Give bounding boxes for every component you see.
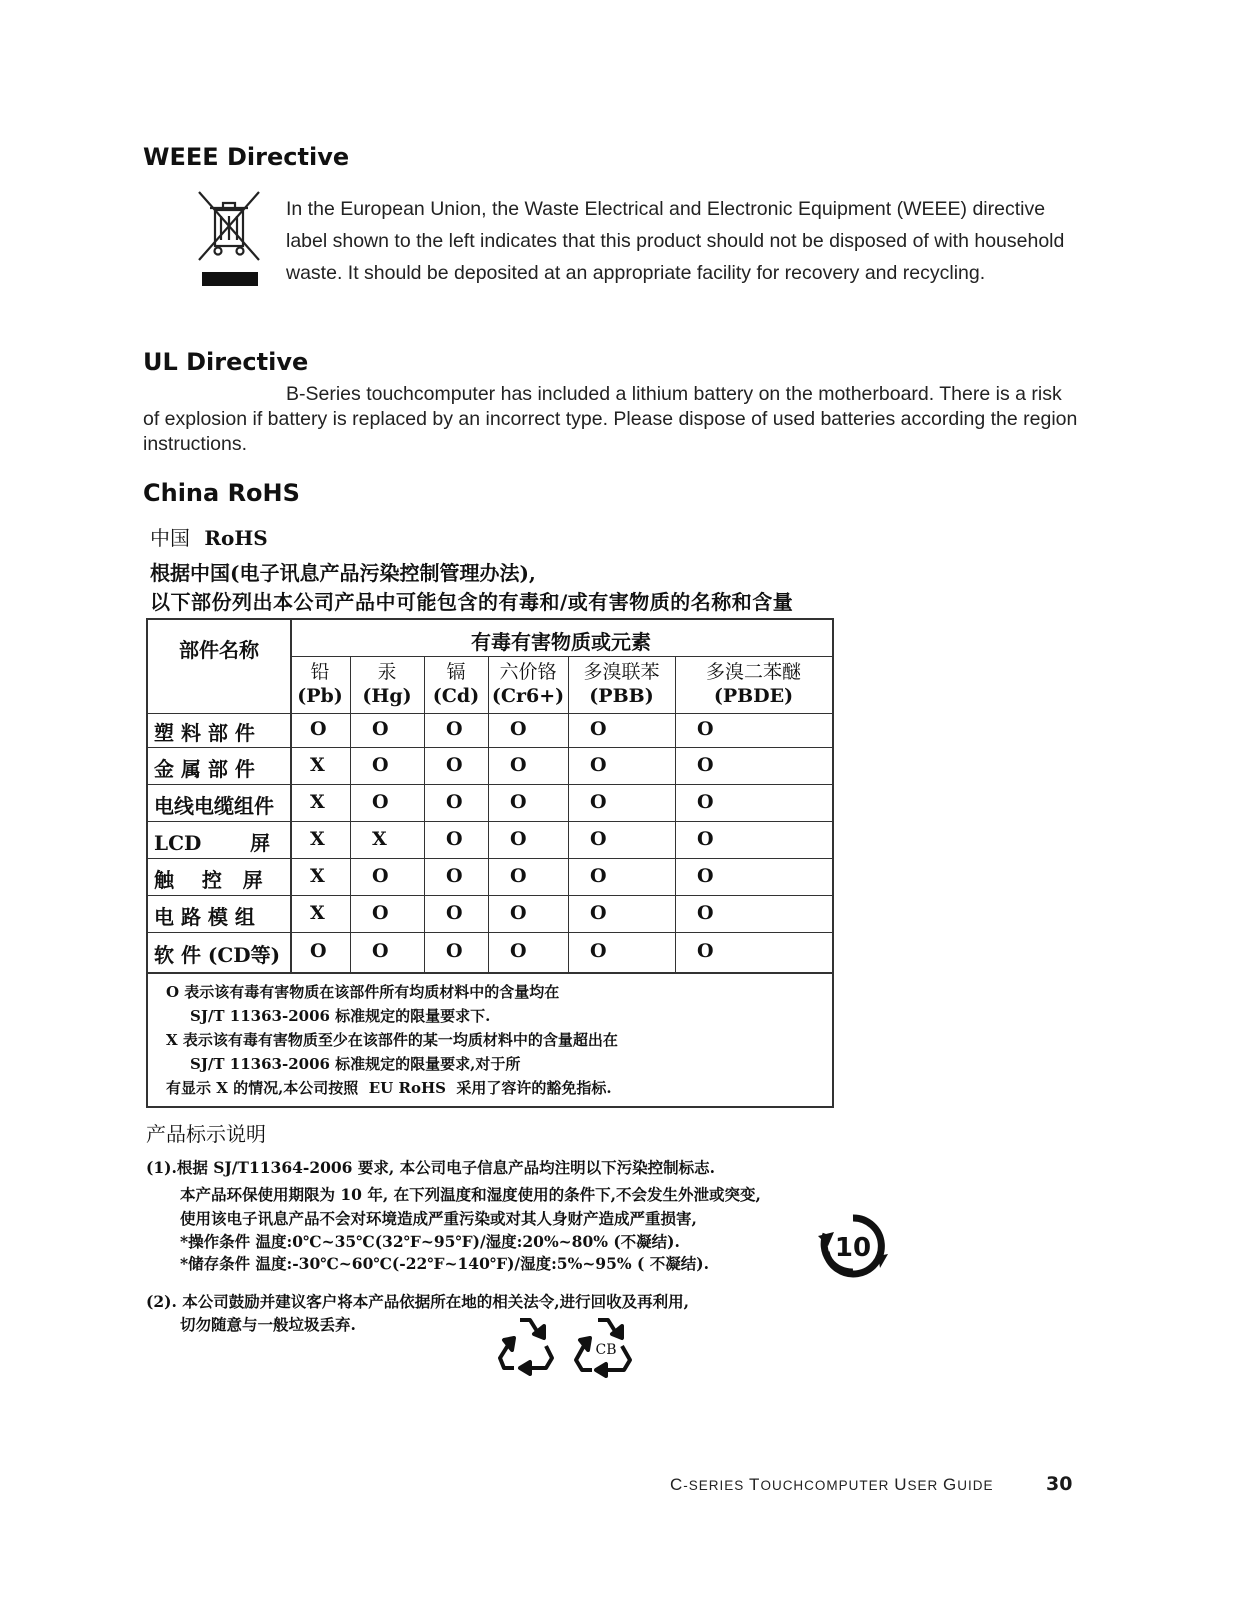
table-hline	[290, 656, 832, 657]
product-marking-line: *操作条件 温度:0℃~35℃(32℉~95℉)/湿度:20%~80% (不凝结).	[180, 1232, 680, 1251]
substance-mark: O	[372, 901, 389, 924]
part-name: 触 控 屏	[154, 867, 263, 892]
substance-column-header	[568, 660, 675, 708]
substance-mark: O	[446, 827, 463, 850]
table-hline	[148, 932, 832, 933]
part-name: 软 件 (CD等)	[154, 943, 281, 967]
table-note-line: O 表示该有毒有害物质在该部件所有均质材料中的含量均在	[166, 983, 560, 1001]
table-note-line: 有显示 X 的情况,本公司按照 EU RoHS 采用了容许的豁免指标.	[166, 1079, 612, 1097]
substance-mark: O	[372, 718, 389, 740]
substances-header: 有毒有害物质或元素	[471, 630, 651, 654]
substance-column-header	[350, 660, 424, 708]
substance-mark: O	[510, 864, 527, 887]
substance-mark: X	[310, 753, 325, 776]
substance-mark: O	[372, 790, 389, 813]
rohs-line	[150, 522, 268, 551]
substance-mark: O	[697, 901, 714, 924]
substance-mark: X	[372, 827, 387, 850]
substance-symbol: (Cr6+)	[491, 685, 565, 707]
substance-mark: O	[697, 753, 714, 776]
product-marking-line: 切勿随意与一般垃圾丢弃.	[180, 1315, 356, 1334]
substance-mark: O	[590, 901, 607, 924]
ul-paragraph-text: B-Series touchcomputer has included a lithium battery on the motherboard. There is a risk of explosion if battery is replaced by an incorrect type. Please dispose of used batteries according the region instructions.	[143, 383, 1078, 455]
substance-mark: O	[590, 790, 607, 813]
substance-mark: O	[372, 940, 389, 962]
product-marking-title: 产品标示说明	[146, 1122, 266, 1146]
substance-mark: O	[510, 827, 527, 850]
rohs-line-cn: 中国	[150, 526, 190, 550]
part-name: LCD 屏	[154, 830, 271, 855]
footer-title-part: T	[749, 1475, 761, 1494]
law-line: 根据中国(电子讯息产品污染控制管理办法),	[150, 561, 536, 585]
footer-title-part: U	[894, 1475, 908, 1494]
substance-mark: O	[446, 901, 463, 924]
substance-mark: O	[510, 718, 527, 740]
substance-name-cn: 多溴二苯醚	[705, 661, 801, 683]
substance-mark: O	[590, 864, 607, 887]
recycle-icon	[494, 1312, 564, 1378]
substance-mark: O	[446, 940, 463, 962]
substance-mark: O	[590, 827, 607, 850]
substance-mark: O	[446, 864, 463, 887]
crossed-out-wheelie-bin-icon	[193, 188, 265, 288]
substance-mark: O	[310, 940, 327, 962]
substance-mark: O	[590, 753, 607, 776]
substance-mark: O	[446, 753, 463, 776]
rohs-line-en: RoHS	[204, 526, 268, 550]
footer-title-part: SER	[907, 1478, 943, 1493]
footer-title-part: G	[942, 1475, 958, 1494]
epup-logo-number: 10	[834, 1233, 872, 1263]
substance-name-cn: 铅	[310, 661, 330, 683]
part-name: 金 属 部 件	[154, 756, 255, 781]
substance-column-header	[290, 660, 350, 708]
substance-column-header	[675, 660, 832, 708]
rohs-substance-table	[146, 618, 834, 1108]
substance-mark: X	[310, 901, 325, 924]
substance-mark: O	[372, 864, 389, 887]
china-rohs-heading: China RoHS	[143, 479, 300, 507]
footer-title-part: -SERIES	[683, 1478, 750, 1493]
footer-title-part: UIDE	[957, 1478, 994, 1493]
substance-name-cn: 六价铬	[499, 661, 557, 683]
table-note-line: SJ/T 11363-2006 标准规定的限量要求,对于所	[190, 1055, 521, 1073]
table-hline	[148, 895, 832, 896]
page-number: 30	[1046, 1473, 1073, 1495]
weee-paragraph: In the European Union, the Waste Electrical and Electronic Equipment (WEEE) directive label shown to the left indicates that this product should not be disposed of with household waste. It should be deposited at an appropriate facility for recovery and recycling.	[286, 198, 1065, 284]
substance-mark: O	[697, 718, 714, 740]
table-hline	[148, 784, 832, 785]
product-marking-line: (2). 本公司鼓励并建议客户将本产品依据所在地的相关法令,进行回收及再利用,	[146, 1292, 690, 1311]
substance-mark: O	[590, 718, 607, 740]
substance-mark: O	[372, 753, 389, 776]
substance-column-header	[424, 660, 488, 708]
substance-symbol: (PBB)	[589, 685, 654, 707]
substance-mark: O	[446, 790, 463, 813]
substance-mark: O	[510, 940, 527, 962]
substance-mark: O	[697, 864, 714, 887]
recycle-cb-label: CB	[595, 1342, 617, 1358]
footer-guide-title	[670, 1475, 993, 1495]
substance-symbol: (Hg)	[362, 685, 412, 707]
substance-mark: X	[310, 790, 325, 813]
substance-mark: O	[446, 718, 463, 740]
table-hline	[148, 972, 832, 974]
substance-mark: O	[510, 790, 527, 813]
table-hline	[148, 747, 832, 748]
substance-symbol: (Pb)	[297, 685, 343, 707]
substance-mark: O	[697, 940, 714, 962]
substance-name-cn: 汞	[377, 661, 397, 683]
substance-mark: X	[310, 864, 325, 887]
substance-mark: O	[310, 718, 327, 740]
footer-title-part: OUCHCOMPUTER	[760, 1478, 895, 1493]
ul-heading: UL Directive	[143, 348, 309, 376]
table-note-line: X 表示该有毒有害物质至少在该部件的某一均质材料中的含量超出在	[166, 1031, 618, 1049]
part-header: 部件名称	[179, 638, 259, 662]
table-hline	[148, 821, 832, 822]
weee-heading: WEEE Directive	[143, 143, 350, 171]
epup-10-year-logo	[816, 1212, 890, 1278]
footer-title-part: C	[670, 1475, 684, 1494]
product-marking-line: (1).根据 SJ/T11364-2006 要求, 本公司电子信息产品均注明以下污染控制标志.	[146, 1158, 716, 1177]
substance-symbol: (PBDE)	[713, 685, 794, 707]
recycle-cb-icon	[572, 1312, 638, 1378]
product-marking-line: 使用该电子讯息产品不会对环境造成严重污染或对其人身财产造成严重损害,	[180, 1209, 697, 1228]
substance-column-header	[488, 660, 568, 708]
ul-paragraph	[143, 382, 1083, 457]
substance-mark: O	[590, 940, 607, 962]
part-name: 塑 料 部 件	[154, 721, 255, 745]
substance-mark: O	[510, 901, 527, 924]
substance-name-cn: 多溴联苯	[583, 661, 660, 683]
product-marking-line: *储存条件 温度:-30℃~60℃(-22℉~140℉)/湿度:5%~95% ( 不凝结).	[180, 1254, 709, 1273]
substance-name-cn: 镉	[446, 661, 466, 683]
substance-mark: O	[697, 827, 714, 850]
list-line: 以下部份列出本公司产品中可能包含的有毒和/或有害物质的名称和含量	[150, 590, 794, 614]
part-name: 电线电缆组件	[154, 793, 274, 818]
substance-mark: X	[310, 827, 325, 850]
substance-mark: O	[697, 790, 714, 813]
product-marking-line: 本产品环保使用期限为 10 年, 在下列温度和湿度使用的条件下,不会发生外泄或突变,	[180, 1185, 761, 1204]
substance-mark: O	[510, 753, 527, 776]
part-name: 电 路 模 组	[154, 904, 255, 929]
substance-symbol: (Cd)	[432, 685, 480, 707]
table-note-line: SJ/T 11363-2006 标准规定的限量要求下.	[190, 1007, 491, 1025]
table-hline	[148, 858, 832, 859]
table-hline	[148, 713, 832, 714]
